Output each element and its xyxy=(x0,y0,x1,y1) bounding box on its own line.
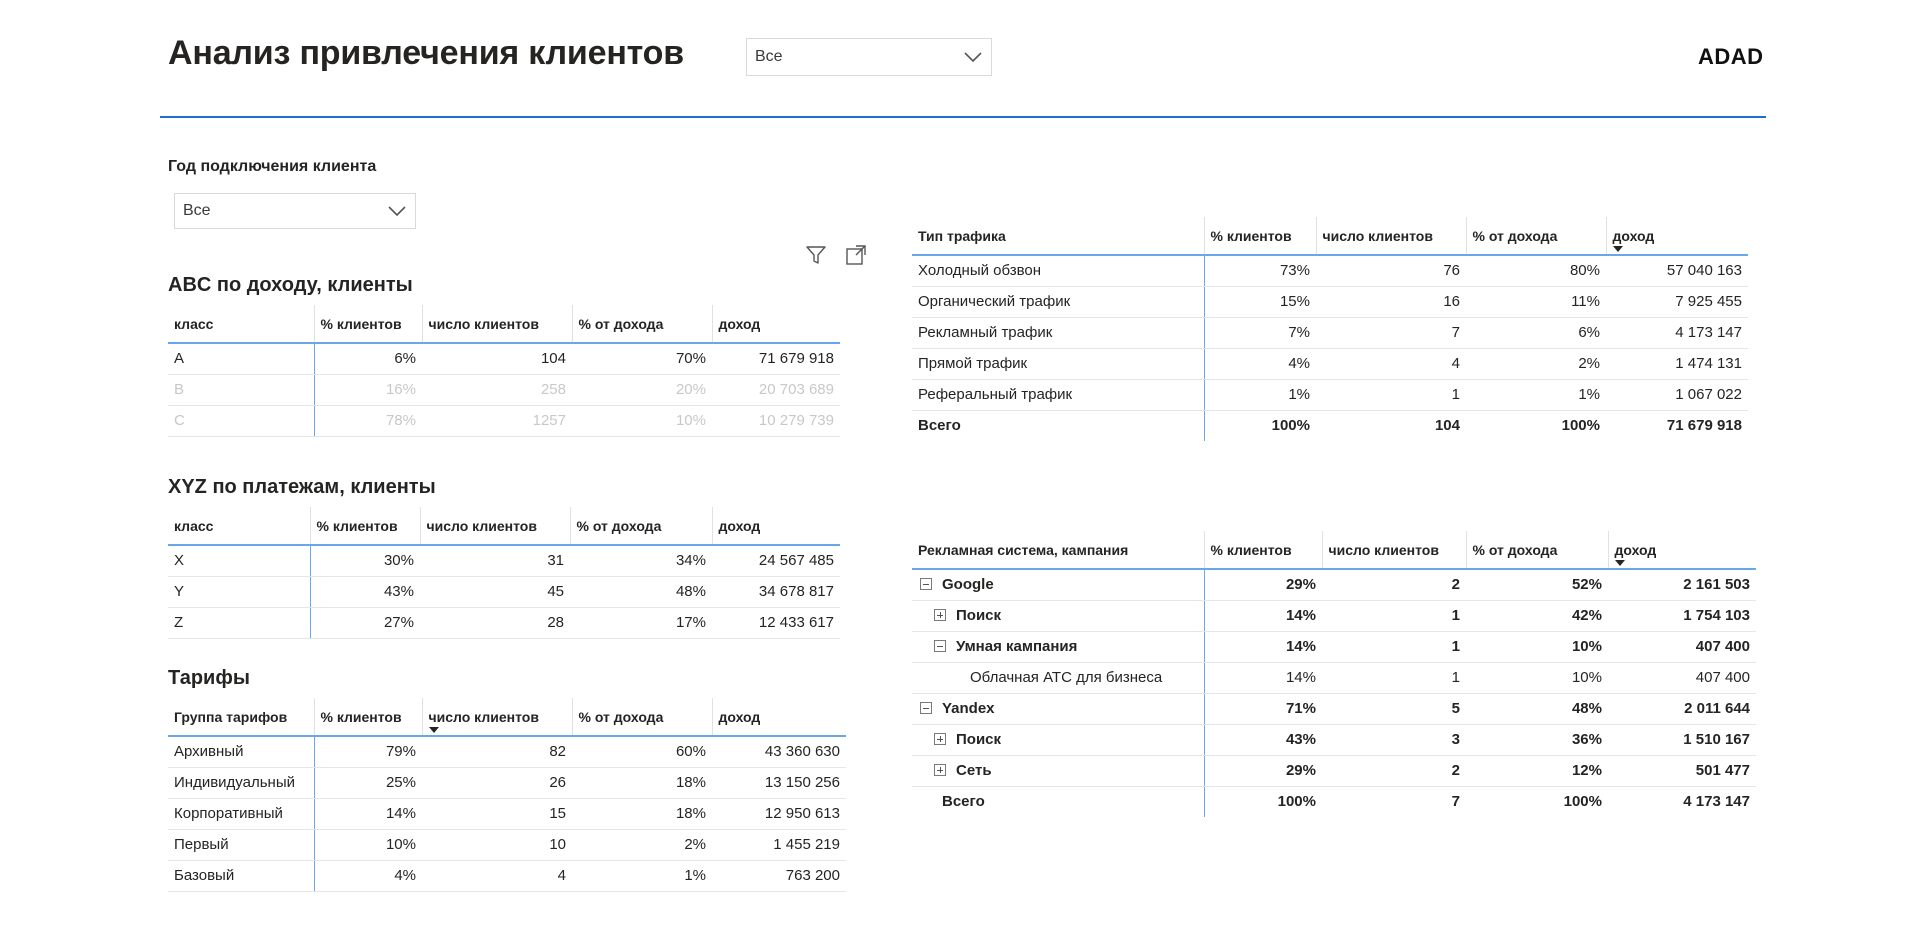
column-header[interactable]: доход xyxy=(712,305,840,343)
cell: 48% xyxy=(570,576,712,607)
cell: 4 xyxy=(1316,348,1466,379)
matrix-row-yandex-network[interactable] xyxy=(912,755,1756,786)
year-slicer-dropdown[interactable] xyxy=(174,193,416,229)
column-header[interactable]: % клиентов xyxy=(314,698,422,736)
cell: Первый xyxy=(168,829,314,860)
cell: 76 xyxy=(1316,255,1466,286)
cell: 13 150 256 xyxy=(712,767,846,798)
column-header[interactable]: Тип трафика xyxy=(912,217,1204,255)
column-header[interactable]: число клиентов xyxy=(420,507,570,545)
cell: 70% xyxy=(572,343,712,374)
cell: 2 161 503 xyxy=(1608,569,1756,600)
cell: Облачная АТС для бизнеса xyxy=(912,662,1204,693)
cell: 12 950 613 xyxy=(712,798,846,829)
cell: 1 xyxy=(1316,379,1466,410)
page-title: Анализ привлечения клиентов xyxy=(168,34,684,72)
cell: 763 200 xyxy=(712,860,846,891)
collapse-icon[interactable] xyxy=(920,702,932,714)
cell: 10 xyxy=(422,829,572,860)
chevron-down-icon xyxy=(963,51,983,63)
column-header[interactable]: Группа тарифов xyxy=(168,698,314,736)
cell: 1 474 131 xyxy=(1606,348,1748,379)
table-row[interactable] xyxy=(168,607,840,638)
table-row[interactable] xyxy=(912,317,1748,348)
table-header-row xyxy=(168,305,840,343)
cell: 1 067 022 xyxy=(1606,379,1748,410)
cell: 7 xyxy=(1316,317,1466,348)
cell: 29% xyxy=(1204,569,1322,600)
cell: 7% xyxy=(1204,317,1316,348)
cell: 4 xyxy=(422,860,572,891)
cell: 24 567 485 xyxy=(712,545,840,576)
sort-desc-icon xyxy=(1615,560,1625,566)
cell: 104 xyxy=(422,343,572,374)
total-row xyxy=(912,410,1748,441)
cell: Прямой трафик xyxy=(912,348,1204,379)
table-row[interactable] xyxy=(912,379,1748,410)
year-slicer-label: Год подключения клиента xyxy=(168,158,377,175)
matrix-row-google-search[interactable] xyxy=(912,600,1756,631)
row-label: Сеть xyxy=(956,762,992,779)
matrix-row-google[interactable] xyxy=(912,569,1756,600)
cell: 10% xyxy=(1466,631,1608,662)
filter-icon[interactable] xyxy=(803,242,829,268)
table-header-row xyxy=(912,531,1756,569)
cell: 36% xyxy=(1466,724,1608,755)
table-row[interactable] xyxy=(168,576,840,607)
cell: Всего xyxy=(912,786,1204,817)
matrix-row-yandex-search[interactable] xyxy=(912,724,1756,755)
row-label: Google xyxy=(942,576,994,594)
cell: Архивный xyxy=(168,736,314,767)
cell: 78% xyxy=(314,405,422,436)
cell: 14% xyxy=(1204,631,1322,662)
cell: 7 xyxy=(1451,793,1460,811)
column-header[interactable] xyxy=(422,698,572,736)
cell: Рекламный трафик xyxy=(912,317,1204,348)
table-row[interactable] xyxy=(168,736,846,767)
cell: 27% xyxy=(310,607,420,638)
table-row[interactable] xyxy=(912,348,1748,379)
cell: Всего xyxy=(912,410,1204,441)
matrix-row-cloud-pbx[interactable] xyxy=(912,662,1756,693)
cell xyxy=(912,693,1204,724)
column-header[interactable] xyxy=(1608,531,1756,569)
cell: 71 679 918 xyxy=(712,343,840,374)
cell xyxy=(912,569,1204,600)
column-header[interactable]: % от дохода xyxy=(1466,217,1606,255)
cell: 25% xyxy=(314,767,422,798)
column-header[interactable] xyxy=(1606,217,1748,255)
table-row[interactable] xyxy=(168,829,846,860)
cell: 30% xyxy=(310,545,420,576)
table-row[interactable] xyxy=(168,374,840,405)
cell: 4% xyxy=(314,860,422,891)
cell: 16 xyxy=(1316,286,1466,317)
table-row[interactable] xyxy=(912,255,1748,286)
matrix-row-smart-campaign[interactable] xyxy=(912,631,1756,662)
cell: 1% xyxy=(572,860,712,891)
brand-logo: ADAD xyxy=(1698,44,1764,69)
cell: 501 477 xyxy=(1608,755,1756,786)
cell: Реферальный трафик xyxy=(912,379,1204,410)
expand-icon[interactable] xyxy=(934,733,946,745)
cell: 6% xyxy=(1466,317,1606,348)
cell: 18% xyxy=(572,767,712,798)
expand-icon[interactable] xyxy=(934,609,946,621)
table-row[interactable] xyxy=(168,545,840,576)
focus-mode-icon[interactable] xyxy=(843,242,869,268)
column-header[interactable]: % от дохода xyxy=(572,698,712,736)
column-header[interactable]: % от дохода xyxy=(572,305,712,343)
row-label: Поиск xyxy=(956,731,1002,748)
cell: 82 xyxy=(422,736,572,767)
cell: 14% xyxy=(1204,600,1322,631)
table-header-row xyxy=(912,217,1748,255)
column-header[interactable]: % от дохода xyxy=(1466,531,1608,569)
cell: Индивидуальный xyxy=(168,767,314,798)
cell: 407 400 xyxy=(1608,662,1756,693)
abc-table xyxy=(168,305,840,437)
total-row xyxy=(912,786,1756,817)
cell: 4 173 147 xyxy=(1683,793,1750,811)
table-row[interactable] xyxy=(168,767,846,798)
cell: 11% xyxy=(1466,286,1606,317)
cell: 18% xyxy=(572,798,712,829)
cell: Z xyxy=(168,607,310,638)
cell: 34 678 817 xyxy=(712,576,840,607)
cell: 10% xyxy=(572,405,712,436)
cell: 3 xyxy=(1322,724,1466,755)
cell: 10 279 739 xyxy=(712,405,840,436)
cell: 17% xyxy=(570,607,712,638)
cell: 100% xyxy=(1277,793,1316,811)
cell: 34% xyxy=(570,545,712,576)
cell: Корпоративный xyxy=(168,798,314,829)
row-label: Поиск xyxy=(956,607,1002,624)
column-header[interactable]: число клиентов xyxy=(1316,217,1466,255)
column-header[interactable]: класс xyxy=(168,305,314,343)
cell: 57 040 163 xyxy=(1606,255,1748,286)
cell: 1257 xyxy=(422,405,572,436)
cell: 2 011 644 xyxy=(1608,693,1756,724)
cell: 15% xyxy=(1204,286,1316,317)
cell: 48% xyxy=(1466,693,1608,724)
cell: 20 703 689 xyxy=(712,374,840,405)
cell: 1% xyxy=(1466,379,1606,410)
cell: 10% xyxy=(1466,662,1608,693)
cell: 4 173 147 xyxy=(1606,317,1748,348)
cell: 1 xyxy=(1322,662,1466,693)
cell: 14% xyxy=(1204,662,1322,693)
cell: 43% xyxy=(1204,724,1322,755)
cell: 20% xyxy=(572,374,712,405)
tariffs-table xyxy=(168,698,846,892)
cell: 100% xyxy=(1563,793,1602,811)
abc-table-title: ABC по доходу, клиенты xyxy=(168,274,413,296)
cell: 43% xyxy=(310,576,420,607)
cell: 10% xyxy=(314,829,422,860)
cell: 2% xyxy=(1466,348,1606,379)
visual-header-icons xyxy=(803,242,869,268)
xyz-table-title: XYZ по платежам, клиенты xyxy=(168,476,436,498)
cell: 100% xyxy=(1561,417,1600,435)
cell: 12 433 617 xyxy=(712,607,840,638)
traffic-table xyxy=(912,217,1748,441)
cell: 4% xyxy=(1204,348,1316,379)
cell: 31 xyxy=(420,545,570,576)
column-header-label: число клиентов xyxy=(428,708,539,725)
column-header[interactable]: число клиентов xyxy=(1322,531,1466,569)
cell: 79% xyxy=(314,736,422,767)
cell: 7 925 455 xyxy=(1606,286,1748,317)
cell: Холодный обзвон xyxy=(912,255,1204,286)
table-header-row xyxy=(168,507,840,545)
cell: 2 xyxy=(1322,755,1466,786)
column-header[interactable]: % клиентов xyxy=(314,305,422,343)
column-header[interactable]: класс xyxy=(168,507,310,545)
column-header-label: доход xyxy=(1612,227,1655,244)
cell: 60% xyxy=(572,736,712,767)
table-row[interactable] xyxy=(168,798,846,829)
cell: 2 xyxy=(1322,569,1466,600)
table-header-row xyxy=(168,698,846,736)
cell: 5 xyxy=(1322,693,1466,724)
cell: 2% xyxy=(572,829,712,860)
cell: 73% xyxy=(1204,255,1316,286)
expand-icon[interactable] xyxy=(934,764,946,776)
row-label: Yandex xyxy=(942,700,995,717)
cell: 26 xyxy=(422,767,572,798)
cell: 28 xyxy=(420,607,570,638)
cell: 407 400 xyxy=(1608,631,1756,662)
cell xyxy=(912,755,1204,786)
xyz-table xyxy=(168,507,840,639)
column-header[interactable]: % клиентов xyxy=(1204,531,1322,569)
cell: 80% xyxy=(1466,255,1606,286)
cell xyxy=(912,600,1204,631)
cell: 1 510 167 xyxy=(1608,724,1756,755)
cell: 29% xyxy=(1204,755,1322,786)
table-row[interactable] xyxy=(168,343,840,374)
column-header[interactable]: % клиентов xyxy=(310,507,420,545)
cell: Органический трафик xyxy=(912,286,1204,317)
header-filter-value: Все xyxy=(755,48,783,65)
cell: 12% xyxy=(1466,755,1608,786)
collapse-icon[interactable] xyxy=(920,578,932,590)
header-filter-dropdown[interactable] xyxy=(746,38,992,76)
cell: 6% xyxy=(314,343,422,374)
cell: 1 xyxy=(1322,631,1466,662)
cell: 1 xyxy=(1322,600,1466,631)
cell: 16% xyxy=(314,374,422,405)
cell: 1 455 219 xyxy=(712,829,846,860)
table-row[interactable] xyxy=(912,286,1748,317)
cell: C xyxy=(168,405,314,436)
cell: Y xyxy=(168,576,310,607)
cell: 258 xyxy=(422,374,572,405)
cell: B xyxy=(168,374,314,405)
cell: 14% xyxy=(314,798,422,829)
column-header[interactable]: Рекламная система, кампания xyxy=(912,531,1204,569)
year-slicer-value: Все xyxy=(183,202,211,219)
collapse-icon[interactable] xyxy=(934,640,946,652)
column-header[interactable]: доход xyxy=(712,507,840,545)
cell: X xyxy=(168,545,310,576)
row-label: Умная кампания xyxy=(956,638,1078,655)
cell: 43 360 630 xyxy=(712,736,846,767)
cell: 71 679 918 xyxy=(1666,417,1742,435)
cell xyxy=(912,724,1204,755)
cell: Базовый xyxy=(168,860,314,891)
column-header[interactable]: % от дохода xyxy=(570,507,712,545)
column-header[interactable]: число клиентов xyxy=(422,305,572,343)
cell: 71% xyxy=(1204,693,1322,724)
chevron-down-icon xyxy=(387,205,407,217)
column-header[interactable]: % клиентов xyxy=(1204,217,1316,255)
table-row[interactable] xyxy=(168,405,840,436)
cell: 100% xyxy=(1271,417,1310,435)
column-header[interactable]: доход xyxy=(712,698,846,736)
cell: 52% xyxy=(1466,569,1608,600)
cell: 15 xyxy=(422,798,572,829)
cell: 45 xyxy=(420,576,570,607)
column-header-label: доход xyxy=(1614,541,1657,558)
cell: 1 754 103 xyxy=(1608,600,1756,631)
table-row[interactable] xyxy=(168,860,846,891)
cell: A xyxy=(168,343,314,374)
sort-desc-icon xyxy=(429,727,439,733)
cell: 104 xyxy=(1434,417,1460,435)
tariffs-table-title: Тарифы xyxy=(168,667,250,689)
ads-matrix xyxy=(912,531,1756,817)
sort-desc-icon xyxy=(1613,246,1623,252)
cell: 42% xyxy=(1466,600,1608,631)
cell: 1% xyxy=(1204,379,1316,410)
matrix-row-yandex[interactable] xyxy=(912,693,1756,724)
header-divider xyxy=(160,116,1766,118)
cell xyxy=(912,631,1204,662)
